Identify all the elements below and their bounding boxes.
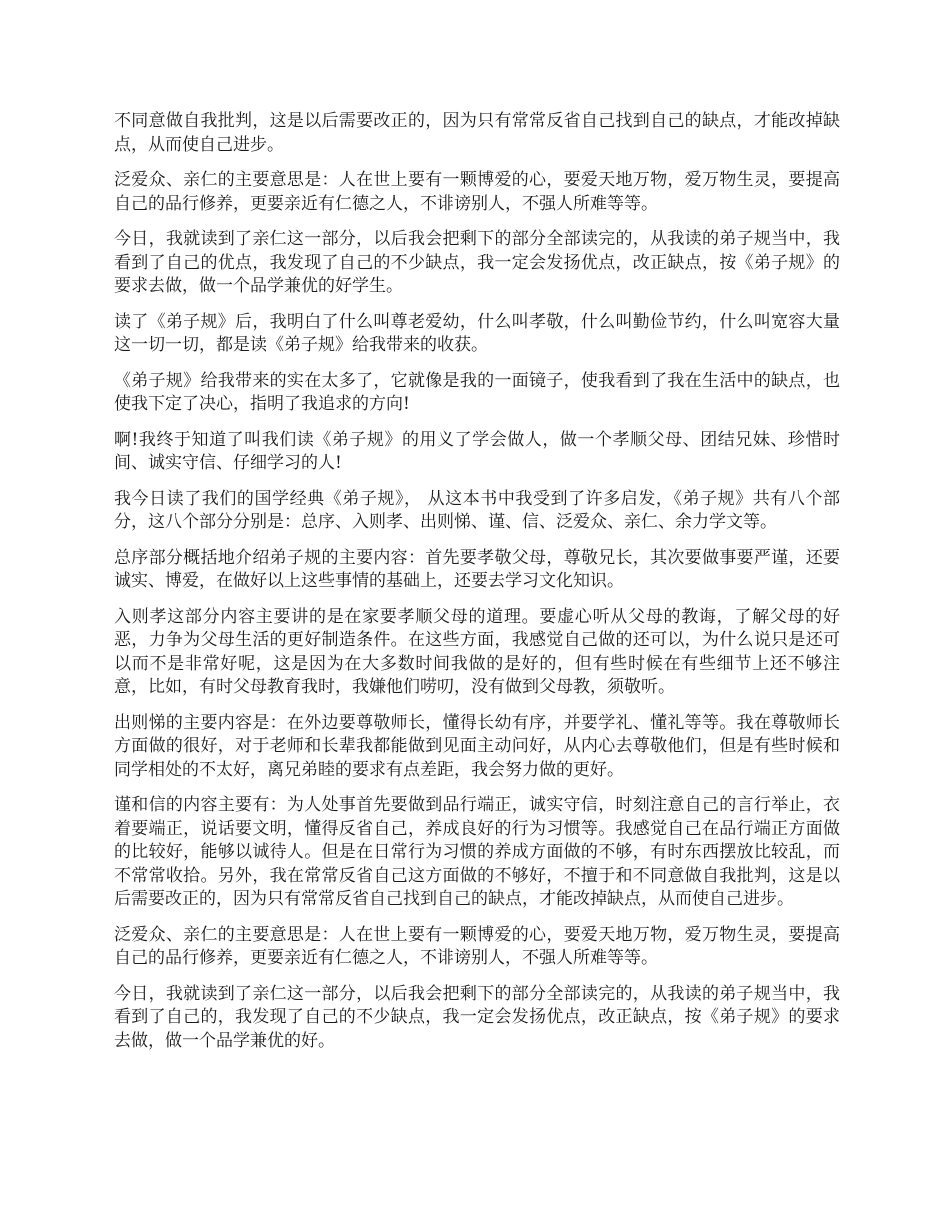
paragraph: 今日，我就读到了亲仁这一部分，以后我会把剩下的部分全部读完的，从我读的弟子规当中，我看到了自己的，我发现了自己的不少缺点，我一定会发扬优点，改正缺点，按《弟子规》的要求去做，做一个品学兼优的好。 [114, 983, 840, 1051]
paragraph: 我今日读了我们的国学经典《弟子规》， 从这本书中我受到了许多启发，《弟子规》共有八个部分，这八个部分分别是：总序、入则孝、出则悌、谨、信、泛爱众、亲仁、余力学文等。 [114, 488, 840, 532]
paragraph: 啊!我终于知道了叫我们读《弟子规》的用义了学会做人，做一个孝顺父母、团结兄妹、珍惜时间、诚实守信、仔细学习的人! [114, 429, 840, 473]
paragraph: 读了《弟子规》后，我明白了什么叫尊老爱幼，什么叫孝敬，什么叫勤俭节约，什么叫宽容大量这一切一切，都是读《弟子规》给我带来的收获。 [114, 311, 840, 355]
paragraph: 今日，我就读到了亲仁这一部分，以后我会把剩下的部分全部读完的，从我读的弟子规当中，我看到了自己的优点，我发现了自己的不少缺点，我一定会发扬优点，改正缺点，按《弟子规》的要求去做，做一个品学兼优的好学生。 [114, 229, 840, 296]
paragraph: 入则孝这部分内容主要讲的是在家要孝顺父母的道理。要虚心听从父母的教诲，了解父母的好恶，力争为父母生活的更好制造条件。在这些方面，我感觉自己做的还可以，为什么说只是还可以而不是非常好呢，这是因为在大多数时间我做的是好的，但有些时候在有些细节上还不够注意，比如，有时父母教育我时，我嫌他们唠叨，没有做到父母教，须敬听。 [114, 606, 840, 697]
paragraph: 出则悌的主要内容是：在外边要尊敬师长，懂得长幼有序，并要学礼、懂礼等等。我在尊敬师长方面做的很好，对于老师和长辈我都能做到见面主动问好，从内心去尊敬他们，但是有些时候和同学相处的不太好，离兄弟睦的要求有点差距，我会努力做的更好。 [114, 712, 840, 780]
paragraph: 泛爱众、亲仁的主要意思是：人在世上要有一颗博爱的心，要爱天地万物，爱万物生灵，要提高自己的品行修养，更要亲近有仁德之人，不诽谤别人，不强人所难等等。 [114, 170, 840, 214]
document-body [114, 110, 840, 1065]
paragraph: 《弟子规》给我带来的实在太多了，它就像是我的一面镜子，使我看到了我在生活中的缺点，也使我下定了决心，指明了我追求的方向! [114, 370, 840, 414]
paragraph: 谨和信的内容主要有：为人处事首先要做到品行端正，诚实守信，时刻注意自己的言行举止，衣着要端正，说话要文明，懂得反省自己，养成良好的行为习惯等。我感觉自己在品行端正方面做的比较好，能够以诚待人。但是在日常行为习惯的养成方面做的不够，有时东西摆放比较乱，而不常常收拾。另外，我在常常反省自己这方面做的不够好，不擅于和不同意做自我批判，这是以后需要改正的，因为只有常常反省自己找到自己的缺点，才能改掉缺点，从而使自己进步。 [114, 795, 840, 909]
paragraph: 泛爱众、亲仁的主要意思是：人在世上要有一颗博爱的心，要爱天地万物，爱万物生灵，要提高自己的品行修养，更要亲近有仁德之人，不诽谤别人，不强人所难等等。 [114, 924, 840, 968]
paragraph: 不同意做自我批判，这是以后需要改正的，因为只有常常反省自己找到自己的缺点，才能改掉缺点，从而使自己进步。 [114, 111, 840, 155]
paragraph: 总序部分概括地介绍弟子规的主要内容：首先要孝敬父母，尊敬兄长，其次要做事要严谨，还要诚实、博爱，在做好以上这些事情的基础上，还要去学习文化知识。 [114, 547, 840, 591]
